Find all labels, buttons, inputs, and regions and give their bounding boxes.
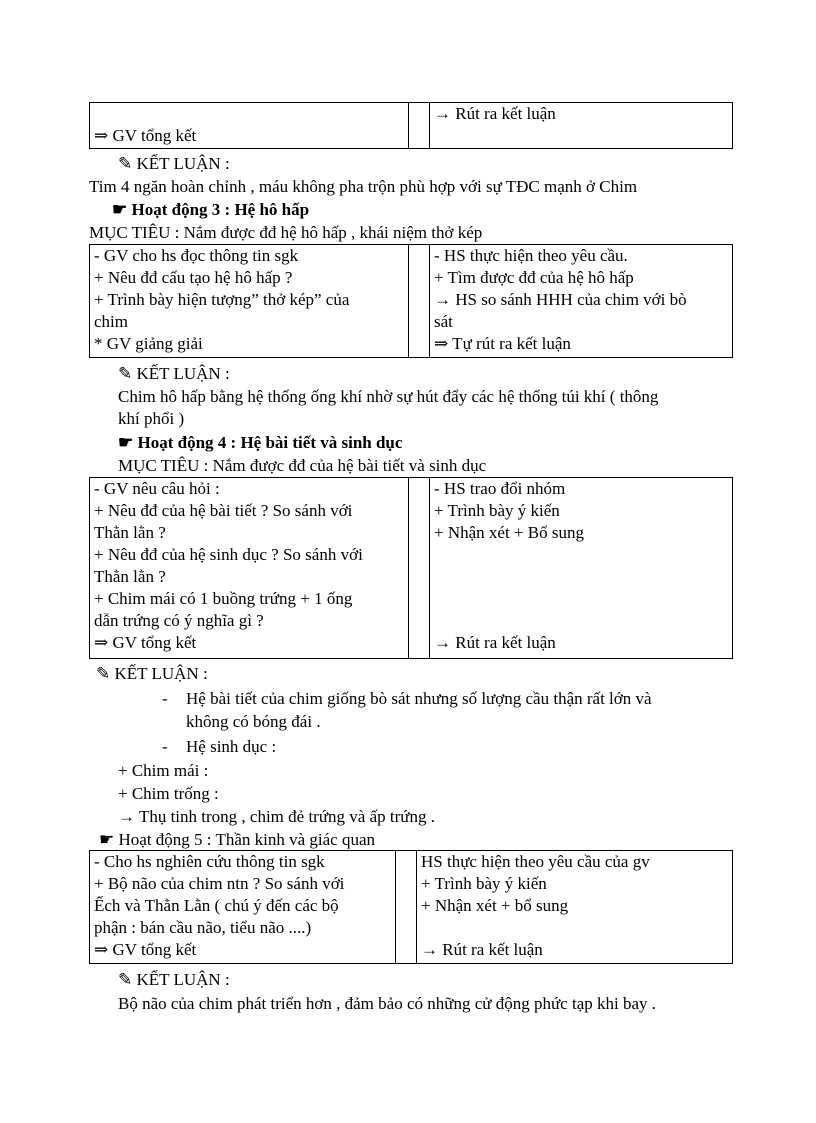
table-line: + Nêu đđ cấu tạo hệ hô hấp ? (94, 268, 293, 287)
conclusion-item: Hệ bài tiết của chim giống bò sát nhưng số lượng cầu thận rất lớn và (186, 689, 652, 708)
conclusion-item: Hệ sinh dục : (186, 737, 277, 756)
table-line: + Trình bày ý kiến (434, 501, 560, 520)
table-line: - GV nêu câu hỏi : (94, 479, 220, 498)
table-line: ⇒ GV tổng kết (94, 633, 197, 652)
table-line: - Cho hs nghiên cứu thông tin sgk (94, 852, 325, 871)
table-left-cell (90, 245, 409, 358)
table-line: ⇒ Tự rút ra kết luận (434, 334, 571, 353)
table-line (434, 544, 728, 566)
conclusion-heading: ✎ KẾT LUẬN : (96, 664, 208, 683)
table-right-cell (430, 245, 733, 358)
objective-text: MỤC TIÊU : Nắm được đđ của hệ bài tiết và sinh dục (118, 456, 487, 475)
table-line: + Bộ não của chim ntn ? So sánh với (94, 874, 345, 893)
table-line (434, 566, 728, 588)
table-line: → Rút ra kết luận (421, 940, 543, 959)
table-line: HS thực hiện theo yêu cầu của gv (421, 852, 650, 871)
conclusion-heading: ✎ KẾT LUẬN : (118, 364, 230, 383)
table-line: chim (94, 312, 128, 331)
table-line: dẫn trứng có ý nghĩa gì ? (94, 611, 264, 630)
table-activity-4 (89, 477, 733, 659)
table-gap-cell (396, 851, 417, 964)
conclusion-heading: ✎ KẾT LUẬN : (118, 154, 230, 173)
activity-heading: ☛ Hoạt động 3 : Hệ hô hấp (112, 200, 310, 219)
table-line: + Nhận xét + bổ sung (421, 896, 569, 915)
table-line (434, 610, 728, 632)
table-right-cell (417, 851, 733, 964)
table-left-cell (90, 851, 396, 964)
objective-text: MỤC TIÊU : Nắm được đđ hệ hô hấp , khái niệm thở kép (89, 223, 483, 242)
table-line: - HS thực hiện theo yêu cầu. (434, 246, 628, 265)
table-line: ⇒ GV tổng kết (94, 940, 197, 959)
conclusion-text: Tim 4 ngăn hoàn chỉnh , máu không pha trộn phù hợp với sự TĐC mạnh ở Chim (89, 177, 638, 196)
dash-bullet: - (162, 737, 168, 756)
conclusion-text: khí phổi ) (118, 409, 185, 428)
table-gap-cell (409, 478, 430, 659)
table-line: + Trình bày hiện tượng” thở kép” của (94, 290, 350, 309)
table-line: Thằn lằn ? (94, 567, 166, 586)
table-line: Ếch và Thằn Lằn ( chú ý đến các bộ (94, 896, 339, 915)
table-line: - HS trao đổi nhóm (434, 479, 566, 498)
conclusion-item: không có bóng đái . (186, 712, 321, 731)
activity-heading: ☛ Hoạt động 4 : Hệ bài tiết và sinh dục (118, 433, 403, 452)
table-line: ⇒ GV tổng kết (94, 126, 197, 145)
table-line: phận : bán cầu não, tiểu não ....) (94, 918, 312, 937)
table-left-cell (90, 478, 409, 659)
table-activity-2-end (89, 102, 733, 149)
table-line: + Trình bày ý kiến (421, 874, 547, 893)
table-line: - GV cho hs đọc thông tin sgk (94, 246, 299, 265)
table-line: + Nêu đđ của hệ bài tiết ? So sánh với (94, 501, 353, 520)
table-line: + Chim mái có 1 buồng trứng + 1 ống (94, 589, 353, 608)
table-line: * GV giảng giải (94, 334, 203, 353)
table-line (434, 588, 728, 610)
table-gap-cell (409, 245, 430, 358)
table-line: → Rút ra kết luận (434, 633, 556, 652)
dash-bullet: - (162, 689, 168, 708)
conclusion-heading: ✎ KẾT LUẬN : (118, 970, 230, 989)
table-line: sát (434, 312, 453, 331)
activity-heading: ☛ Hoạt động 5 : Thần kinh và giác quan (99, 830, 376, 849)
table-line: → HS so sánh HHH của chim với bò (434, 290, 687, 309)
table-right-cell (430, 478, 733, 659)
table-line: → Rút ra kết luận (434, 104, 556, 123)
table-left-cell (90, 103, 409, 149)
table-line: + Nêu đđ của hệ sinh dục ? So sánh với (94, 545, 363, 564)
conclusion-subitem: → Thụ tinh trong , chim đẻ trứng và ấp trứng . (118, 807, 435, 826)
table-activity-5 (89, 850, 733, 964)
table-right-cell (430, 103, 733, 149)
conclusion-subitem: + Chim trống : (118, 784, 219, 803)
table-line (421, 917, 728, 939)
table-gap-cell (409, 103, 430, 149)
conclusion-subitem: + Chim mái : (118, 761, 209, 780)
table-line (94, 103, 404, 125)
table-line: + Nhận xét + Bổ sung (434, 523, 584, 542)
table-line: + Tìm được đđ của hệ hô hấp (434, 268, 634, 287)
conclusion-text: Bộ não của chim phát triển hơn , đảm bảo có những cử động phức tạp khi bay . (118, 994, 657, 1013)
conclusion-text: Chim hô hấp bằng hệ thống ống khí nhờ sự hút đẩy các hệ thống túi khí ( thông (118, 387, 659, 406)
table-line: Thằn lằn ? (94, 523, 166, 542)
table-activity-3 (89, 244, 733, 358)
